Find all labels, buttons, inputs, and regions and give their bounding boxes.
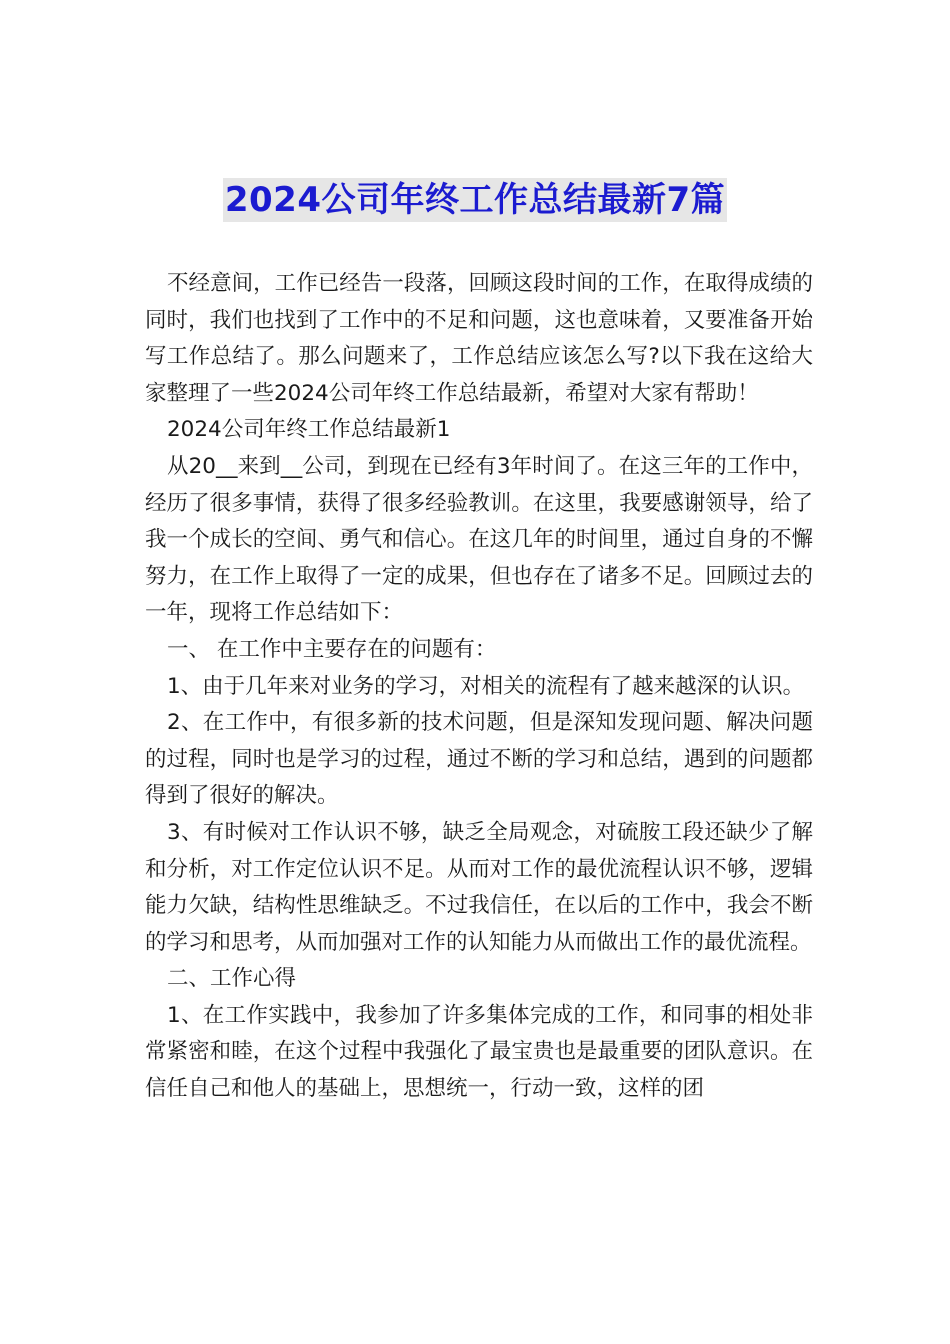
list-item-experience-1: 1、在工作实践中，我参加了许多集体完成的工作，和同事的相处非常紧密和睦，在这个过程中我强化了最宝贵也是最重要的团队意识。在信任自己和他人的基础上，思想统一，行动一致，这样的团 [145, 1002, 813, 1102]
intro-paragraph: 不经意间，工作已经告一段落，回顾这段时间的工作，在取得成绩的同时，我们也找到了工作中的不足和问题，这也意味着，又要准备开始写工作总结了。那么问题来了，工作总结应该怎么写?以下我在这给大家整理了一些2024公司年终工作总结最新，希望对大家有帮助！ [145, 271, 813, 406]
section-heading-1: 2024公司年终工作总结最新1 [167, 417, 451, 443]
list-item-problem-3: 3、有时候对工作认识不够，缺乏全局观念，对硫胺工段还缺少了解和分析，对工作定位认识不足。从而对工作的最优流程认识不够，逻辑能力欠缺，结构性思维缺乏。不过我信任，在以后的工作中，我会不断的学习和思考，从而加强对工作的认知能力从而做出工作的最优流程。 [145, 819, 813, 955]
subheading-experience: 二、工作心得 [167, 966, 297, 992]
title-container [0, 178, 950, 222]
list-item-problem-1: 1、由于几年来对业务的学习，对相关的流程有了越来越深的认识。 [167, 673, 805, 699]
paragraph-background: 从20__来到__公司，到现在已经有3年时间了。在这三年的工作中，经历了很多事情，获得了很多经验教训。在这里，我要感谢领导，给了我一个成长的空间、勇气和信心。在这几年的时间里，通过自身的不懈努力，在工作上取得了一定的成果，但也存在了诸多不足。回顾过去的一年，现将工作总结如下： [145, 453, 813, 626]
document-body [145, 266, 813, 1108]
document-title: 2024公司年终工作总结最新7篇 [224, 180, 726, 220]
list-item-problem-2: 2、在工作中，有很多新的技术问题，但是深知发现问题、解决问题的过程，同时也是学习的过程，通过不断的学习和总结，遇到的问题都得到了很好的解决。 [145, 710, 813, 809]
subheading-problems: 一、 在工作中主要存在的问题有： [167, 636, 497, 662]
